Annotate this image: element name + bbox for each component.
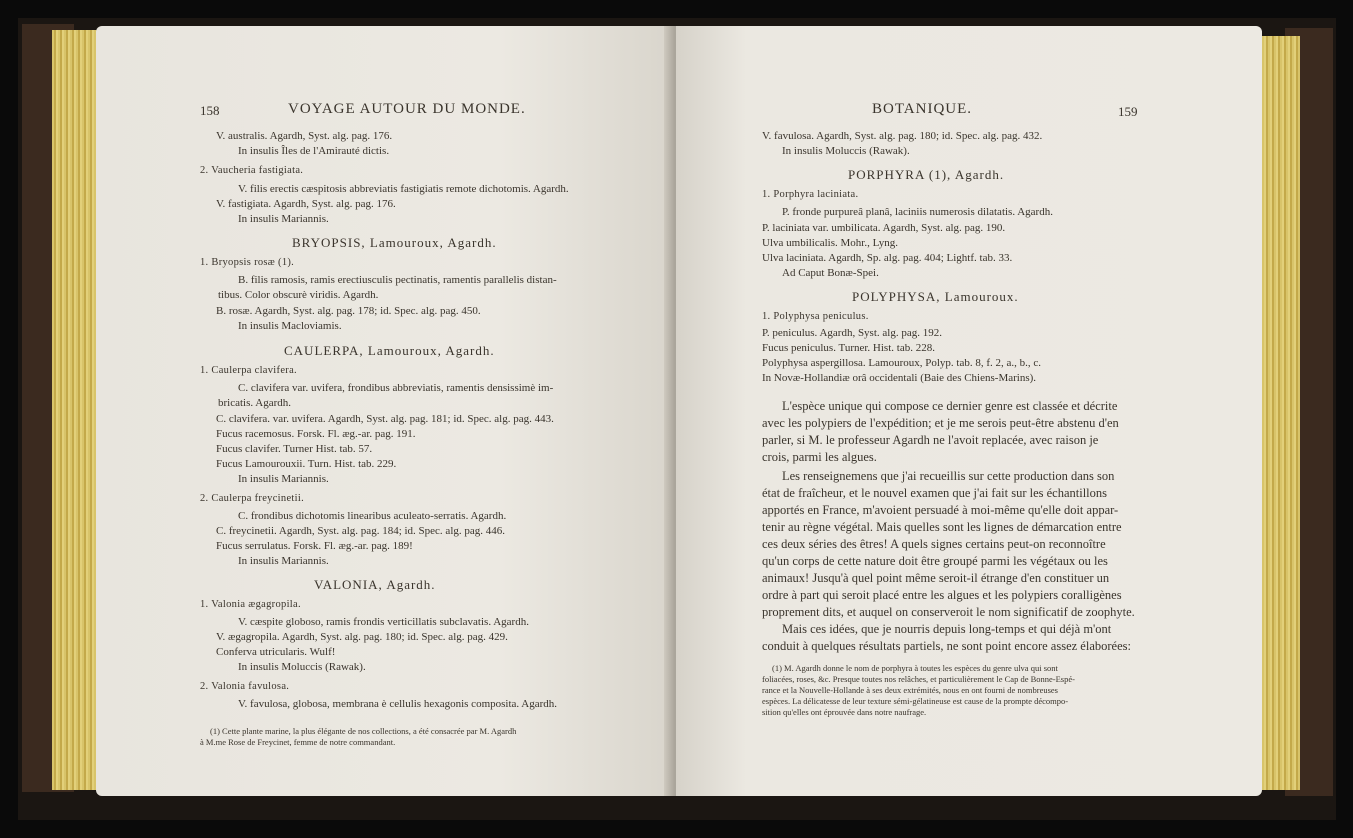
text-line: In insulis Macloviamis.	[238, 320, 342, 332]
paragraph-line: crois, parmi les algues.	[762, 450, 877, 464]
text-line: Fucus peniculus. Turner. Hist. tab. 228.	[762, 342, 935, 354]
page-number: 159	[1118, 104, 1138, 119]
text-line: In insulis Îles de l'Amirauté dictis.	[238, 145, 390, 157]
text-line: Fucus clavifer. Turner Hist. tab. 57.	[216, 443, 373, 455]
species-heading: 1. Valonia ægagropila.	[200, 599, 301, 610]
text-line: In insulis Mariannis.	[238, 473, 329, 485]
text-line: C. freycinetii. Agardh, Syst. alg. pag. 184; id. Spec. alg. pag. 446.	[216, 525, 506, 537]
footnote-line: rance et la Nouvelle-Hollande à ses deux extrémités, nous en ont fourni de nombreuses	[762, 685, 1058, 695]
text-line: In insulis Moluccis (Rawak).	[238, 661, 366, 673]
text-line: In insulis Mariannis.	[238, 555, 329, 567]
genus-heading: VALONIA, Agardh.	[314, 577, 436, 592]
footnote-line: espèces. La délicatesse de leur texture sémi-gélatineuse est cause de la prompte décompo-	[762, 696, 1069, 706]
paragraph-line: proprement dits, et auquel on conserveroit le nom significatif de zoophyte.	[762, 605, 1135, 619]
paragraph-line: qu'un corps de cette nature doit être groupé parmi les végétaux ou les	[762, 554, 1108, 568]
text-line: Fucus racemosus. Forsk. Fl. æg.-ar. pag. 191.	[216, 428, 416, 440]
footnote-line: à M.me Rose de Freycinet, femme de notre commandant.	[200, 737, 396, 747]
text-line: V. favulosa. Agardh, Syst. alg. pag. 180; id. Spec. alg. pag. 432.	[762, 130, 1043, 142]
paragraph-line: état de fraîcheur, et le nouvel examen que j'ai fait sur les échantillons	[762, 486, 1108, 500]
paragraph-line: conduit à quelques résultats partiels, ne sont point encore assez élaborées:	[762, 639, 1131, 653]
text-line: Fucus serrulatus. Forsk. Fl. æg.-ar. pag. 189!	[216, 540, 413, 552]
text-line: C. clavifera var. uvifera, frondibus abbreviatis, ramentis densissimè im-	[238, 382, 554, 394]
text-line: C. clavifera. var. uvifera. Agardh, Syst. alg. pag. 181; id. Spec. alg. pag. 443.	[216, 413, 554, 425]
text-line: Polyphysa aspergillosa. Lamouroux, Polyp. tab. 8, f. 2, a., b., c.	[762, 357, 1042, 369]
text-line: C. frondibus dichotomis linearibus aculeato-serratis. Agardh.	[238, 510, 507, 522]
left-page-edges	[52, 30, 98, 790]
text-line: V. fastigiata. Agardh, Syst. alg. pag. 176.	[216, 198, 396, 210]
species-heading: 1. Polyphysa peniculus.	[762, 311, 869, 322]
genus-heading: PORPHYRA (1), Agardh.	[848, 167, 1005, 182]
text-line: Ulva laciniata. Agardh, Sp. alg. pag. 404; Lightf. tab. 33.	[762, 252, 1013, 264]
page-number: 158	[200, 103, 220, 118]
text-line: Ad Caput Bonæ-Spei.	[782, 267, 879, 279]
paragraph-line: ces deux séries des êtres! A quels signes certains peut-on reconnoître	[762, 537, 1106, 551]
text-line: P. laciniata var. umbilicata. Agardh, Syst. alg. pag. 190.	[762, 222, 1006, 234]
text-line: In Novæ-Hollandiæ orâ occidentali (Baie des Chiens-Marins).	[762, 372, 1037, 384]
text-line: V. ægagropila. Agardh, Syst. alg. pag. 180; id. Spec. alg. pag. 429.	[216, 631, 508, 643]
species-heading: 2. Vaucheria fastigiata.	[200, 165, 304, 176]
paragraph-line: Mais ces idées, que je nourris depuis long-temps et qui déjà m'ont	[782, 622, 1112, 636]
text-line: In insulis Moluccis (Rawak).	[782, 145, 910, 157]
paragraph-line: apportés en France, m'avoient persuadé à moi-même qu'elle doit appar-	[762, 503, 1119, 517]
running-head: VOYAGE AUTOUR DU MONDE.	[288, 101, 526, 117]
paragraph-line: ordre à part qui seroit placé entre les algues et les polypiers coralligènes	[762, 588, 1122, 602]
paragraph-line: L'espèce unique qui compose ce dernier genre est classée et décrite	[782, 399, 1118, 413]
species-heading: 1. Porphyra laciniata.	[762, 189, 859, 200]
footnote-line: (1) Cette plante marine, la plus élégante de nos collections, a été consacrée par M. Agardh	[210, 726, 517, 736]
text-line: Conferva utricularis. Wulf!	[216, 646, 336, 658]
genus-heading: CAULERPA, Lamouroux, Agardh.	[284, 343, 495, 358]
left-page	[96, 26, 672, 796]
text-line: Fucus Lamourouxii. Turn. Hist. tab. 229.	[216, 458, 397, 470]
paragraph-line: avec les polypiers de l'expédition; et je me serois peut-être abstenu d'en	[762, 416, 1119, 430]
species-heading: 1. Bryopsis rosæ (1).	[200, 257, 295, 268]
text-line: P. peniculus. Agardh, Syst. alg. pag. 192.	[762, 327, 942, 339]
text-line: B. filis ramosis, ramis erectiusculis pectinatis, ramentis parallelis distan-	[238, 274, 557, 286]
text-line: tibus. Color obscurè viridis. Agardh.	[218, 289, 379, 301]
paragraph-line: Les renseignemens que j'ai recueillis sur cette production dans son	[782, 469, 1115, 483]
genus-heading: POLYPHYSA, Lamouroux.	[852, 289, 1019, 304]
footnote-line: (1) M. Agardh donne le nom de porphyra à toutes les espèces du genre ulva qui sont	[772, 663, 1058, 673]
text-line: V. favulosa, globosa, membrana è cellulis hexagonis composita. Agardh.	[238, 698, 558, 710]
text-line: P. fronde purpureâ planâ, laciniis numerosis dilatatis. Agardh.	[782, 206, 1053, 218]
species-heading: 2. Caulerpa freycinetii.	[200, 493, 304, 504]
text-line: V. australis. Agardh, Syst. alg. pag. 176.	[216, 130, 393, 142]
text-line: bricatis. Agardh.	[218, 397, 292, 409]
paragraph-line: tenir au règne végétal. Mais quelles sont les lignes de démarcation entre	[762, 520, 1122, 534]
text-line: In insulis Mariannis.	[238, 213, 329, 225]
text-line: V. cæspite globoso, ramis frondis verticillatis subclavatis. Agardh.	[238, 616, 529, 628]
footnote-line: foliacées, roses, &c. Presque toutes nos relâches, et particulièrement le Cap de Bonne-Espé-	[762, 674, 1075, 684]
running-head: BOTANIQUE.	[872, 101, 973, 117]
footnote-line: sition qu'elles ont éprouvée dans notre naufrage.	[762, 707, 927, 717]
text-line: V. filis erectis cæspitosis abbreviatis fastigiatis remote dichotomis. Agardh.	[238, 183, 569, 195]
paragraph-line: parler, si M. le professeur Agardh ne l'avoit replacée, avec raison je	[762, 433, 1099, 447]
species-heading: 1. Caulerpa clavifera.	[200, 365, 297, 376]
paragraph-line: animaux! Jusqu'à quel point même seroit-il étrange d'en constituer un	[762, 571, 1110, 585]
right-page	[676, 26, 1262, 796]
text-line: Ulva umbilicalis. Mohr., Lyng.	[762, 237, 898, 249]
text-line: B. rosæ. Agardh, Syst. alg. pag. 178; id. Spec. alg. pag. 450.	[216, 305, 481, 317]
species-heading: 2. Valonia favulosa.	[200, 681, 290, 692]
right-page-edges	[1258, 36, 1300, 790]
genus-heading: BRYOPSIS, Lamouroux, Agardh.	[292, 235, 497, 250]
